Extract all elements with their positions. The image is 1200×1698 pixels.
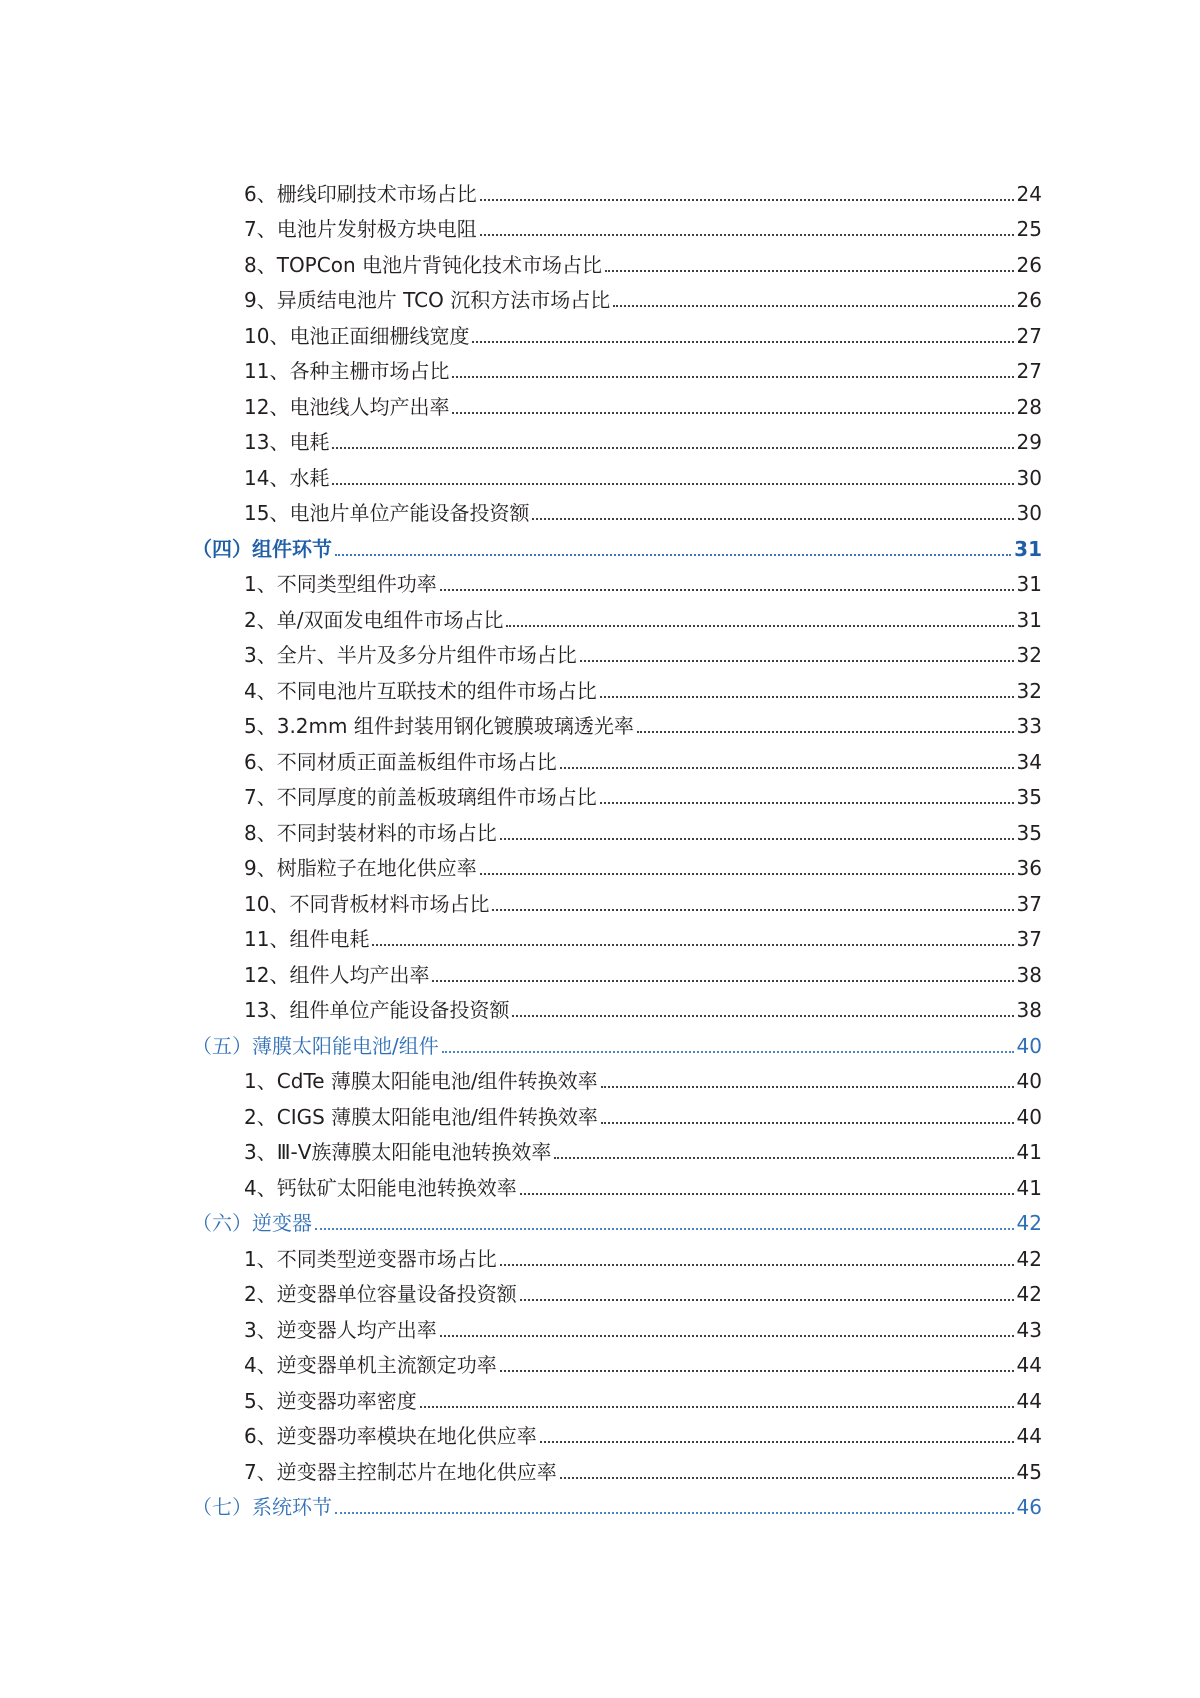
toc-entry[interactable] xyxy=(192,951,1042,987)
toc-entry[interactable] xyxy=(192,703,1042,739)
toc-entry[interactable] xyxy=(192,490,1042,526)
toc-page-number: 35 xyxy=(1016,785,1042,809)
toc-entry[interactable] xyxy=(192,1093,1042,1129)
toc-entry-title: 12、组件人均产出率 xyxy=(244,962,430,987)
toc-entry[interactable] xyxy=(192,348,1042,384)
toc-dot-leader xyxy=(512,1015,1013,1017)
toc-entry-title: 6、逆变器功率模块在地化供应率 xyxy=(244,1424,537,1448)
toc-page-number: 31 xyxy=(1014,536,1042,561)
toc-dot-leader xyxy=(420,1406,1014,1408)
toc-entry[interactable] xyxy=(192,277,1042,313)
toc-page-number: 26 xyxy=(1016,252,1042,277)
toc-entry[interactable] xyxy=(192,1129,1042,1165)
toc-entry-title: 9、树脂粒子在地化供应率 xyxy=(244,856,477,880)
toc-dot-leader xyxy=(480,234,1014,236)
toc-dot-leader xyxy=(540,1441,1014,1443)
toc-page-number: 44 xyxy=(1016,1353,1042,1377)
toc-entry-title: （六）逆变器 xyxy=(192,1211,312,1235)
toc-entry[interactable] xyxy=(192,1058,1042,1094)
toc-entry-title: 8、TOPCon 电池片背钝化技术市场占比 xyxy=(244,252,602,277)
toc-page-number: 33 xyxy=(1016,714,1042,738)
toc-entry-title: 7、不同厚度的前盖板玻璃组件市场占比 xyxy=(244,785,597,809)
toc-entry-title: 13、电耗 xyxy=(244,430,330,454)
toc-entry[interactable] xyxy=(192,596,1042,632)
toc-page-number: 25 xyxy=(1016,217,1042,241)
toc-entry[interactable] xyxy=(192,667,1042,703)
toc-entry-title: （五）薄膜太阳能电池/组件 xyxy=(192,1033,439,1058)
toc-entry-title: 10、电池正面细栅线宽度 xyxy=(244,323,470,348)
toc-entry[interactable] xyxy=(192,880,1042,916)
toc-entry-title: 2、单/双面发电组件市场占比 xyxy=(244,607,504,632)
toc-section-entry[interactable] xyxy=(192,1200,1042,1236)
toc-page-number: 44 xyxy=(1016,1424,1042,1448)
toc-entry[interactable] xyxy=(192,454,1042,490)
toc-dot-leader xyxy=(500,1264,1014,1266)
toc-entry-title: 7、逆变器主控制芯片在地化供应率 xyxy=(244,1459,557,1484)
toc-dot-leader xyxy=(480,199,1014,201)
toc-entry-title: 7、电池片发射极方块电阻 xyxy=(244,217,477,241)
toc-entry[interactable] xyxy=(192,738,1042,774)
toc-page-number: 42 xyxy=(1016,1211,1042,1235)
toc-section-entry[interactable] xyxy=(192,1022,1042,1058)
toc-entry[interactable] xyxy=(192,1271,1042,1307)
toc-entry-title: 4、不同电池片互联技术的组件市场占比 xyxy=(244,678,597,703)
toc-section-entry[interactable] xyxy=(192,1484,1042,1520)
toc-entry-title: 14、水耗 xyxy=(244,465,330,490)
toc-dot-leader xyxy=(500,1370,1014,1372)
toc-entry[interactable] xyxy=(192,419,1042,455)
toc-page-number: 46 xyxy=(1016,1495,1042,1519)
toc-page-number: 26 xyxy=(1016,288,1042,312)
toc-entry[interactable] xyxy=(192,561,1042,597)
toc-page-number: 40 xyxy=(1016,1104,1042,1129)
toc-entry-title: 2、CIGS 薄膜太阳能电池/组件转换效率 xyxy=(244,1104,598,1129)
toc-entry-title: 12、电池线人均产出率 xyxy=(244,394,450,419)
toc-entry-title: 3、全片、半片及多分片组件市场占比 xyxy=(244,643,577,667)
toc-dot-leader xyxy=(442,1051,1014,1053)
toc-entry[interactable] xyxy=(192,809,1042,845)
toc-page-number: 30 xyxy=(1016,501,1042,525)
toc-entry[interactable] xyxy=(192,170,1042,206)
toc-page-number: 37 xyxy=(1016,927,1042,951)
toc-dot-leader xyxy=(601,1086,1014,1088)
toc-entry[interactable] xyxy=(192,1164,1042,1200)
toc-page-number: 37 xyxy=(1016,891,1042,916)
toc-entry[interactable] xyxy=(192,1413,1042,1449)
toc-page-number: 31 xyxy=(1016,572,1042,596)
toc-dot-leader xyxy=(452,412,1013,414)
toc-dot-leader xyxy=(315,1228,1014,1230)
toc-page-number: 27 xyxy=(1016,323,1042,348)
toc-page-number: 34 xyxy=(1016,749,1042,774)
toc-page-number: 44 xyxy=(1016,1388,1042,1413)
toc-dot-leader xyxy=(580,660,1014,662)
toc-dot-leader xyxy=(432,980,1013,982)
toc-page-number: 35 xyxy=(1016,820,1042,845)
toc-dot-leader xyxy=(637,731,1014,733)
toc-entry[interactable] xyxy=(192,987,1042,1023)
toc-entry-title: 9、异质结电池片 TCO 沉积方法市场占比 xyxy=(244,288,611,312)
toc-dot-leader xyxy=(500,838,1014,840)
toc-dot-leader xyxy=(532,518,1013,520)
toc-page-number: 38 xyxy=(1016,998,1042,1022)
toc-dot-leader xyxy=(601,1122,1014,1124)
toc-page-number: 28 xyxy=(1016,394,1042,419)
toc-dot-leader xyxy=(440,589,1014,591)
toc-entry-title: 11、组件电耗 xyxy=(244,927,370,951)
toc-dot-leader xyxy=(506,625,1013,627)
toc-dot-leader xyxy=(520,1299,1014,1301)
toc-page-number: 32 xyxy=(1016,678,1042,703)
toc-entry-title: 3、逆变器人均产出率 xyxy=(244,1317,437,1342)
toc-dot-leader xyxy=(560,1477,1014,1479)
toc-section-entry[interactable] xyxy=(192,525,1042,561)
toc-entry-title: 15、电池片单位产能设备投资额 xyxy=(244,501,530,525)
toc-entry[interactable] xyxy=(192,774,1042,810)
toc-entry[interactable] xyxy=(192,312,1042,348)
toc-page-number: 41 xyxy=(1016,1175,1042,1200)
table-of-contents xyxy=(192,170,1042,1519)
toc-entry[interactable] xyxy=(192,916,1042,952)
toc-entry-title: 3、Ⅲ-Ⅴ族薄膜太阳能电池转换效率 xyxy=(244,1140,552,1164)
toc-page-number: 31 xyxy=(1016,607,1042,632)
toc-entry-title: 5、3.2mm 组件封装用钢化镀膜玻璃透光率 xyxy=(244,714,634,738)
toc-entry[interactable] xyxy=(192,1235,1042,1271)
toc-dot-leader xyxy=(613,305,1013,307)
toc-dot-leader xyxy=(492,909,1013,911)
toc-dot-leader xyxy=(480,873,1014,875)
toc-page-number: 30 xyxy=(1016,465,1042,490)
toc-entry-title: 13、组件单位产能设备投资额 xyxy=(244,998,510,1022)
toc-entry-title: 4、钙钛矿太阳能电池转换效率 xyxy=(244,1175,517,1200)
toc-entry-title: 5、逆变器功率密度 xyxy=(244,1388,417,1413)
toc-entry[interactable] xyxy=(192,845,1042,881)
toc-page-number: 29 xyxy=(1016,430,1042,454)
toc-page-number: 32 xyxy=(1016,643,1042,667)
toc-entry[interactable] xyxy=(192,383,1042,419)
toc-page-number: 41 xyxy=(1016,1140,1042,1164)
toc-entry-title: 11、各种主栅市场占比 xyxy=(244,359,450,383)
toc-dot-leader xyxy=(605,270,1014,272)
toc-dot-leader xyxy=(335,1512,1014,1514)
toc-dot-leader xyxy=(560,767,1014,769)
toc-dot-leader xyxy=(335,554,1011,556)
toc-page-number: 45 xyxy=(1016,1459,1042,1484)
toc-entry[interactable] xyxy=(192,1342,1042,1378)
toc-entry-title: 1、不同类型逆变器市场占比 xyxy=(244,1246,497,1271)
toc-entry[interactable] xyxy=(192,632,1042,668)
toc-entry[interactable] xyxy=(192,1448,1042,1484)
toc-page-number: 40 xyxy=(1016,1033,1042,1058)
toc-entry-title: 2、逆变器单位容量设备投资额 xyxy=(244,1282,517,1306)
toc-page-number: 43 xyxy=(1016,1317,1042,1342)
toc-entry[interactable] xyxy=(192,206,1042,242)
toc-dot-leader xyxy=(520,1193,1014,1195)
toc-page-number: 38 xyxy=(1016,962,1042,987)
toc-entry-title: 1、不同类型组件功率 xyxy=(244,572,437,596)
toc-dot-leader xyxy=(372,944,1013,946)
toc-dot-leader xyxy=(554,1157,1013,1159)
toc-page-number: 42 xyxy=(1016,1246,1042,1271)
toc-entry-title: 4、逆变器单机主流额定功率 xyxy=(244,1353,497,1377)
toc-entry[interactable] xyxy=(192,1306,1042,1342)
toc-dot-leader xyxy=(440,1335,1014,1337)
toc-page-number: 36 xyxy=(1016,856,1042,880)
toc-page-number: 40 xyxy=(1016,1069,1042,1093)
toc-entry-title: 1、CdTe 薄膜太阳能电池/组件转换效率 xyxy=(244,1069,598,1093)
toc-dot-leader xyxy=(332,447,1013,449)
toc-dot-leader xyxy=(332,483,1013,485)
toc-entry-title: 10、不同背板材料市场占比 xyxy=(244,891,490,916)
toc-entry[interactable] xyxy=(192,1377,1042,1413)
toc-dot-leader xyxy=(600,802,1014,804)
toc-dot-leader xyxy=(472,341,1013,343)
toc-entry-title: 6、栅线印刷技术市场占比 xyxy=(244,181,477,206)
toc-entry-title: （七）系统环节 xyxy=(192,1495,332,1519)
toc-dot-leader xyxy=(452,376,1013,378)
toc-entry-title: 8、不同封装材料的市场占比 xyxy=(244,820,497,845)
toc-page-number: 27 xyxy=(1016,359,1042,383)
toc-entry-title: 6、不同材质正面盖板组件市场占比 xyxy=(244,749,557,774)
toc-page-number: 42 xyxy=(1016,1282,1042,1306)
toc-dot-leader xyxy=(600,696,1014,698)
toc-entry-title: （四）组件环节 xyxy=(192,536,332,561)
toc-page-number: 24 xyxy=(1016,181,1042,206)
toc-entry[interactable] xyxy=(192,241,1042,277)
